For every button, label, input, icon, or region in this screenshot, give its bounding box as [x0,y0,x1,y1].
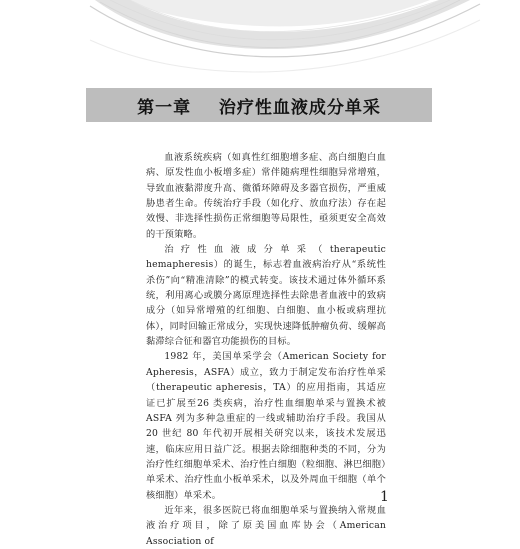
chapter-title-band [86,88,432,122]
body-text [146,150,386,549]
paragraph-4: 近年来，很多医院已将血细胞单采与置换纳入常规血液治疗项目，除了原美国血库协会（American Association of [146,504,386,547]
paragraph-1: 血液系统疾病（如真性红细胞增多症、高白细胞白血病、原发性血小板增多症）常伴随病理性细胞异常增殖，导致血液黏滞度升高、微循环障碍及多器官损伤，严重威胁患者生命。传统治疗手段（如化疗、放血疗法）存在起效慢、非选择性损伤正常细胞等局限性，亟须更安全高效的干预策略。 [146,152,386,240]
page-number: 1 [380,489,389,505]
decorative-curves-header [0,0,520,90]
paragraph-3: 1982 年，美国单采学会（American Society for Apheresis，ASFA）成立，致力于制定发布治疗性单采（therapeutic apheresis，TA）的应用指南，其适应证已扩展至26 类疾病，治疗性血细胞单采与置换术被 ASFA 列为多种急重症的一线或辅助治疗手段。我国从 20 世纪 80 年代初开展相关研究以来，该技术发展迅速，临床应用日益广泛。根据去除细胞种类的不同，分为治疗性红细胞单采术、治疗性白细胞（粒细胞、淋巴细胞）单采术、治疗性血小板单采术，以及外周血干细胞（单个核细胞）单采术。 [146,351,386,501]
paragraph-2: 治疗性血液成分单采（therapeutic hemapheresis）的诞生，标志着血液病治疗从“系统性杀伤”向“精准清除”的模式转变。该技术通过体外循环系统，利用离心或膜分离原理选择性去除患者血液中的致病成分（如异常增殖的红细胞、白细胞、血小板或病理抗体），同时回输正常成分，实现快速降低肿瘤负荷、缓解高黏滞综合征和器官功能损伤的目标。 [146,244,386,348]
chapter-title: 第一章 治疗性血液成分单采 [137,97,381,118]
